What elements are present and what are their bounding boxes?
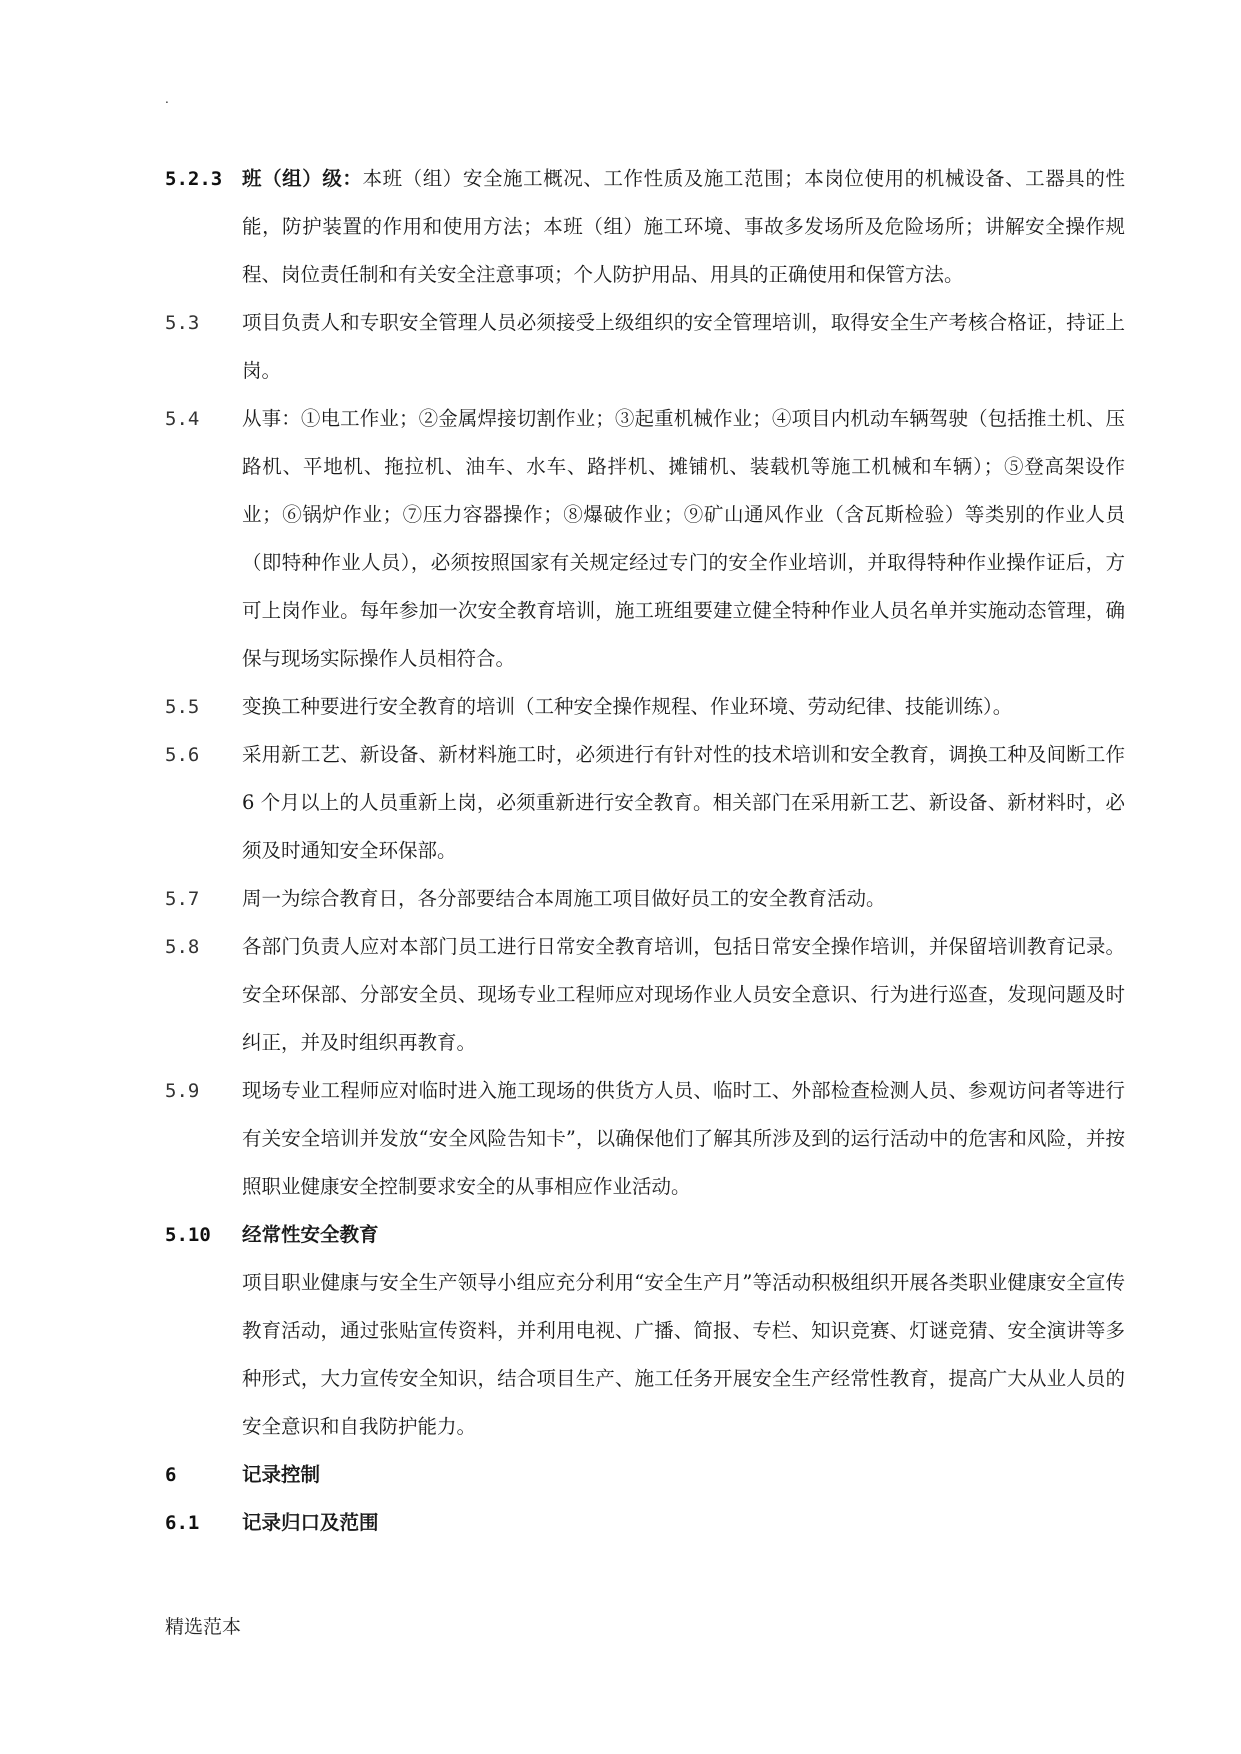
section-5-10-heading bbox=[165, 1211, 1125, 1259]
clause-5-3 bbox=[165, 299, 1125, 395]
section-number: 6.1 bbox=[165, 1512, 200, 1534]
clause-text: 现场专业工程师应对临时进入施工现场的供货方人员、临时工、外部检查检测人员、参观访问者等进行有关安全培训并发放“安全风险告知卡”，以确保他们了解其所涉及到的运行活动中的危害和风险，并按照职业健康安全控制要求安全的从事相应作业活动。 bbox=[242, 1079, 1125, 1198]
clause-5-4 bbox=[165, 395, 1125, 683]
section-6-heading bbox=[165, 1451, 1125, 1499]
clause-5-2-3 bbox=[165, 155, 1125, 299]
clause-text: 变换工种要进行安全教育的培训（工种安全操作规程、作业环境、劳动纪律、技能训练）。 bbox=[242, 695, 1013, 718]
section-5-10-body: 项目职业健康与安全生产领导小组应充分利用“安全生产月”等活动积极组织开展各类职业健康安全宣传教育活动，通过张贴宣传资料，并利用电视、广播、简报、专栏、知识竞赛、灯谜竞猜、安全演讲等多种形式，大力宣传安全知识，结合项目生产、施工任务开展安全生产经常性教育，提高广大从业人员的安全意识和自我防护能力。 bbox=[242, 1271, 1125, 1438]
clause-5-5 bbox=[165, 683, 1125, 731]
clause-number: 5.3 bbox=[165, 312, 200, 334]
section-number: 6 bbox=[165, 1464, 177, 1486]
section-6-1-heading bbox=[165, 1499, 1125, 1547]
clause-lead: 班（组）级： bbox=[242, 167, 363, 190]
page-footer: 精选范本 bbox=[165, 1616, 242, 1638]
section-title: 记录归口及范围 bbox=[242, 1511, 379, 1534]
clause-number: 5.6 bbox=[165, 744, 200, 766]
clause-text: 周一为综合教育日，各分部要结合本周施工项目做好员工的安全教育活动。 bbox=[242, 887, 886, 910]
clause-text bbox=[242, 155, 1125, 299]
clause-text: 项目负责人和专职安全管理人员必须接受上级组织的安全管理培训，取得安全生产考核合格证，持证上岗。 bbox=[242, 311, 1125, 382]
clause-number: 5.7 bbox=[165, 888, 200, 910]
section-title: 经常性安全教育 bbox=[242, 1223, 379, 1246]
clause-5-8 bbox=[165, 923, 1125, 1067]
clause-number: 5.4 bbox=[165, 408, 200, 430]
section-number: 5.10 bbox=[165, 1224, 211, 1246]
clause-5-9 bbox=[165, 1067, 1125, 1211]
header-mark: . bbox=[165, 92, 169, 106]
clause-5-7 bbox=[165, 875, 1125, 923]
document-body bbox=[165, 155, 1125, 1547]
clause-text: 采用新工艺、新设备、新材料施工时，必须进行有针对性的技术培训和安全教育，调换工种及间断工作 6 个月以上的人员重新上岗，必须重新进行安全教育。相关部门在采用新工艺、新设备、新材料时，必须及时通知安全环保部。 bbox=[242, 743, 1125, 862]
clause-5-6 bbox=[165, 731, 1125, 875]
clause-number: 5.5 bbox=[165, 696, 200, 718]
section-title: 记录控制 bbox=[242, 1463, 321, 1486]
clause-text: 各部门负责人应对本部门员工进行日常安全教育培训，包括日常安全操作培训，并保留培训教育记录。安全环保部、分部安全员、现场专业工程师应对现场作业人员安全意识、行为进行巡查，发现问题及时纠正，并及时组织再教育。 bbox=[242, 935, 1125, 1054]
clause-number: 5.9 bbox=[165, 1080, 200, 1102]
clause-number: 5.2.3 bbox=[165, 168, 223, 190]
clause-body: 本班（组）安全施工概况、工作性质及施工范围；本岗位使用的机械设备、工器具的性能，防护装置的作用和使用方法；本班（组）施工环境、事故多发场所及危险场所；讲解安全操作规程、岗位责任制和有关安全注意事项；个人防护用品、用具的正确使用和保管方法。 bbox=[242, 167, 1125, 286]
clause-text: 从事：①电工作业；②金属焊接切割作业；③起重机械作业；④项目内机动车辆驾驶（包括推土机、压路机、平地机、拖拉机、油车、水车、路拌机、摊铺机、装载机等施工机械和车辆）；⑤登高架设作业；⑥锅炉作业；⑦压力容器操作；⑧爆破作业；⑨矿山通风作业（含瓦斯检验）等类别的作业人员（即特种作业人员），必须按照国家有关规定经过专门的安全作业培训，并取得特种作业操作证后，方可上岗作业。每年参加一次安全教育培训，施工班组要建立健全特种作业人员名单并实施动态管理，确保与现场实际操作人员相符合。 bbox=[242, 407, 1125, 670]
clause-number: 5.8 bbox=[165, 936, 200, 958]
